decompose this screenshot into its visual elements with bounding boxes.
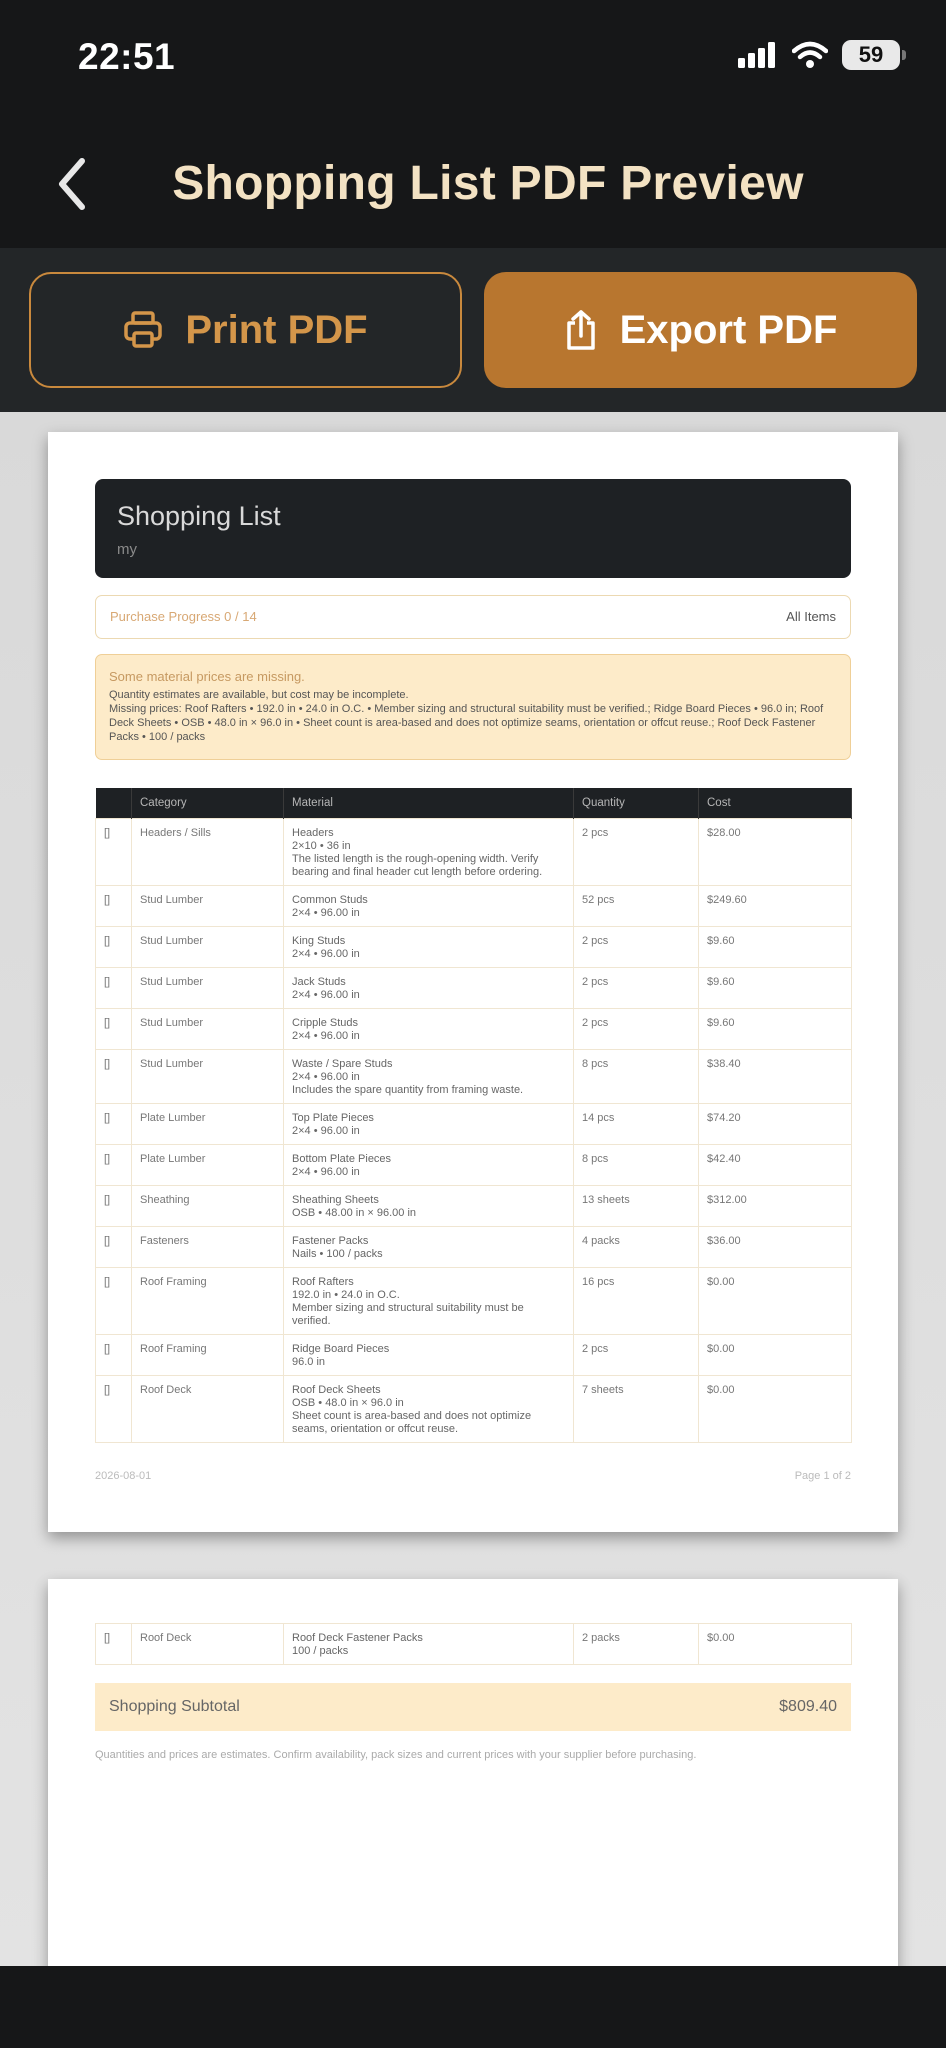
category-cell: Roof Framing — [132, 1334, 284, 1375]
status-bar — [0, 0, 946, 118]
material-name: Roof Deck Fastener Packs — [292, 1632, 423, 1644]
material-name: Sheathing Sheets — [292, 1193, 379, 1206]
material-name: Headers — [292, 826, 334, 839]
footer-date: 2026-08-01 — [95, 1470, 152, 1482]
material-cell — [284, 967, 574, 1008]
material-cell — [284, 1008, 574, 1049]
quantity-cell: 16 pcs — [574, 1267, 699, 1334]
material-name: Ridge Board Pieces — [292, 1342, 390, 1355]
filter-label: All Items — [786, 609, 836, 624]
table-row — [96, 1103, 852, 1144]
checkbox-cell[interactable]: [] — [96, 1008, 132, 1049]
document-subtitle: my — [117, 541, 137, 558]
material-detail: Nails • 100 / packs — [292, 1247, 383, 1260]
purchase-progress-box — [95, 595, 851, 639]
material-detail: OSB • 48.0 in × 96.0 in — [292, 1396, 404, 1409]
print-pdf-button[interactable] — [29, 272, 462, 388]
material-detail: 2×4 • 96.00 in — [292, 947, 360, 960]
category-cell: Sheathing — [132, 1185, 284, 1226]
material-cell — [284, 1267, 574, 1334]
missing-prices-warning — [95, 654, 851, 760]
checkbox-cell[interactable]: [] — [96, 926, 132, 967]
page-title: Shopping List PDF Preview — [172, 157, 804, 210]
action-bar — [0, 248, 946, 412]
quantity-cell: 8 pcs — [574, 1144, 699, 1185]
material-detail: OSB • 48.00 in × 96.00 in — [292, 1206, 417, 1219]
cost-cell: $36.00 — [699, 1226, 852, 1267]
cost-cell: $249.60 — [699, 885, 852, 926]
quantity-cell: 2 packs — [574, 1624, 699, 1665]
status-time: 22:51 — [78, 36, 176, 77]
quantity-cell: 2 pcs — [574, 967, 699, 1008]
app-header — [0, 118, 946, 248]
subtotal-label: Shopping Subtotal — [109, 1698, 240, 1715]
warning-line-2: Missing prices: Roof Rafters • 192.0 in • 24.0 in O.C. • Member sizing and structural suitability must be verified.; Ridge Board Pieces • 96.0 in; Roof Deck Sheets • OSB • 48.0 in × 96.0 in • Sheet count is area-based and does not optimize seams, orientation or offcut reuse.; Roof Deck Fastener Packs • 100 / packs — [109, 703, 824, 743]
material-detail: 2×4 • 96.00 in — [292, 1165, 360, 1178]
printer-icon — [123, 311, 163, 349]
material-detail: 2×4 • 96.00 in — [292, 1029, 360, 1042]
material-cell — [284, 1185, 574, 1226]
cost-cell: $9.60 — [699, 967, 852, 1008]
material-name: Jack Studs — [292, 975, 346, 988]
cost-cell: $0.00 — [699, 1334, 852, 1375]
column-header: Cost — [699, 788, 852, 818]
material-name: Top Plate Pieces — [292, 1111, 374, 1124]
material-cell — [284, 1226, 574, 1267]
document-title: Shopping List — [117, 501, 281, 531]
table-row — [96, 967, 852, 1008]
cost-cell: $0.00 — [699, 1267, 852, 1334]
export-pdf-label: Export PDF — [619, 307, 838, 352]
cost-cell: $42.40 — [699, 1144, 852, 1185]
purchase-progress-label: Purchase Progress 0 / 14 — [110, 609, 257, 624]
quantity-cell: 52 pcs — [574, 885, 699, 926]
pdf-page-1 — [48, 432, 898, 1532]
table-row — [96, 1226, 852, 1267]
checkbox-cell[interactable]: [] — [96, 1226, 132, 1267]
checkbox-cell[interactable]: [] — [96, 1103, 132, 1144]
table-row — [96, 818, 852, 885]
material-detail: Sheet count is area-based and does not optimize seams, orientation or offcut reuse. — [292, 1409, 532, 1435]
checkbox-cell[interactable]: [] — [96, 1144, 132, 1185]
checkbox-cell[interactable]: [] — [96, 1334, 132, 1375]
material-cell — [284, 1334, 574, 1375]
material-name: Roof Deck Sheets — [292, 1383, 381, 1396]
material-name: Fastener Packs — [292, 1234, 369, 1247]
material-cell — [284, 1375, 574, 1442]
cost-cell: $74.20 — [699, 1103, 852, 1144]
category-cell: Fasteners — [132, 1226, 284, 1267]
column-header: Material — [284, 788, 574, 818]
material-cell — [284, 926, 574, 967]
category-cell: Stud Lumber — [132, 967, 284, 1008]
category-cell: Plate Lumber — [132, 1144, 284, 1185]
material-detail: Includes the spare quantity from framing waste. — [292, 1083, 524, 1096]
material-name: Common Studs — [292, 893, 368, 906]
category-cell: Stud Lumber — [132, 926, 284, 967]
share-icon — [564, 309, 598, 351]
column-header — [96, 788, 132, 818]
cost-cell: $9.60 — [699, 926, 852, 967]
material-name: King Studs — [292, 934, 346, 947]
document-header — [95, 479, 851, 578]
cost-cell: $312.00 — [699, 1185, 852, 1226]
cost-cell: $0.00 — [699, 1624, 852, 1665]
checkbox-cell[interactable]: [] — [96, 818, 132, 885]
checkbox-cell[interactable]: [] — [96, 1267, 132, 1334]
table-row — [96, 1334, 852, 1375]
column-header: Quantity — [574, 788, 699, 818]
material-detail: Member sizing and structural suitability must be verified. — [292, 1301, 524, 1327]
table-row — [96, 1624, 852, 1665]
signal-icon — [738, 42, 778, 68]
material-cell — [284, 1049, 574, 1103]
pdf-page-2 — [48, 1579, 898, 1966]
category-cell: Roof Framing — [132, 1267, 284, 1334]
table-row — [96, 1008, 852, 1049]
cost-cell: $9.60 — [699, 1008, 852, 1049]
quantity-cell: 8 pcs — [574, 1049, 699, 1103]
column-header: Category — [132, 788, 284, 818]
category-cell: Stud Lumber — [132, 1008, 284, 1049]
table-row — [96, 1185, 852, 1226]
category-cell: Stud Lumber — [132, 885, 284, 926]
material-cell — [284, 818, 574, 885]
material-detail: 100 / packs — [292, 1645, 349, 1657]
checkbox-cell[interactable]: [] — [96, 885, 132, 926]
material-detail: The listed length is the rough-opening width. Verify bearing and final header cut length before ordering. — [292, 852, 543, 878]
material-detail: 192.0 in • 24.0 in O.C. — [292, 1288, 400, 1301]
quantity-cell: 2 pcs — [574, 926, 699, 967]
subtotal-value: $809.40 — [779, 1698, 837, 1715]
category-cell: Roof Deck — [132, 1375, 284, 1442]
material-cell — [284, 885, 574, 926]
disclaimer-text: Quantities and prices are estimates. Confirm availability, pack sizes and current prices with your supplier before purchasing. — [95, 1749, 697, 1761]
footer-page-number: Page 1 of 2 — [794, 1470, 851, 1482]
table-row — [96, 885, 852, 926]
status-icons — [738, 40, 900, 70]
table-header-row — [96, 788, 852, 818]
bottom-bar — [0, 1966, 946, 2048]
quantity-cell: 14 pcs — [574, 1103, 699, 1144]
checkbox-cell[interactable]: [] — [96, 1185, 132, 1226]
table-row — [96, 1267, 852, 1334]
export-pdf-button[interactable] — [484, 272, 917, 388]
material-detail: 2×4 • 96.00 in — [292, 1124, 360, 1137]
category-cell: Roof Deck — [132, 1624, 284, 1665]
cost-cell: $0.00 — [699, 1375, 852, 1442]
battery-icon: 59 — [842, 40, 900, 70]
checkbox-cell[interactable]: [] — [96, 1049, 132, 1103]
category-cell: Plate Lumber — [132, 1103, 284, 1144]
material-cell — [284, 1144, 574, 1185]
quantity-cell: 2 pcs — [574, 1008, 699, 1049]
checkbox-cell[interactable]: [] — [96, 1624, 132, 1665]
table-row — [96, 926, 852, 967]
category-cell: Stud Lumber — [132, 1049, 284, 1103]
material-detail: 2×4 • 96.00 in — [292, 906, 360, 919]
items-table-continued — [95, 1623, 852, 1665]
warning-title: Some material prices are missing. — [109, 669, 305, 684]
category-cell: Headers / Sills — [132, 818, 284, 885]
warning-line-1: Quantity estimates are available, but cost may be incomplete. — [109, 689, 409, 701]
material-cell — [284, 1103, 574, 1144]
quantity-cell: 7 sheets — [574, 1375, 699, 1442]
checkbox-cell[interactable]: [] — [96, 1375, 132, 1442]
material-detail: 2×4 • 96.00 in — [292, 988, 360, 1001]
cost-cell: $28.00 — [699, 818, 852, 885]
wifi-icon — [792, 41, 828, 69]
items-table — [95, 788, 852, 1443]
cost-cell: $38.40 — [699, 1049, 852, 1103]
subtotal-bar — [95, 1683, 851, 1731]
checkbox-cell[interactable]: [] — [96, 967, 132, 1008]
material-name: Roof Rafters — [292, 1275, 354, 1288]
material-name: Bottom Plate Pieces — [292, 1152, 392, 1165]
quantity-cell: 2 pcs — [574, 1334, 699, 1375]
material-cell — [284, 1624, 574, 1665]
table-row — [96, 1144, 852, 1185]
material-detail: 2×4 • 96.00 in — [292, 1070, 360, 1083]
print-pdf-label: Print PDF — [185, 307, 368, 352]
material-detail: 96.0 in — [292, 1355, 326, 1368]
quantity-cell: 2 pcs — [574, 818, 699, 885]
material-name: Waste / Spare Studs — [292, 1057, 393, 1070]
material-name: Cripple Studs — [292, 1016, 359, 1029]
quantity-cell: 13 sheets — [574, 1185, 699, 1226]
pdf-preview-area[interactable] — [0, 412, 946, 1966]
quantity-cell: 4 packs — [574, 1226, 699, 1267]
table-row — [96, 1375, 852, 1442]
material-detail: 2×10 • 36 in — [292, 839, 351, 852]
table-row — [96, 1049, 852, 1103]
